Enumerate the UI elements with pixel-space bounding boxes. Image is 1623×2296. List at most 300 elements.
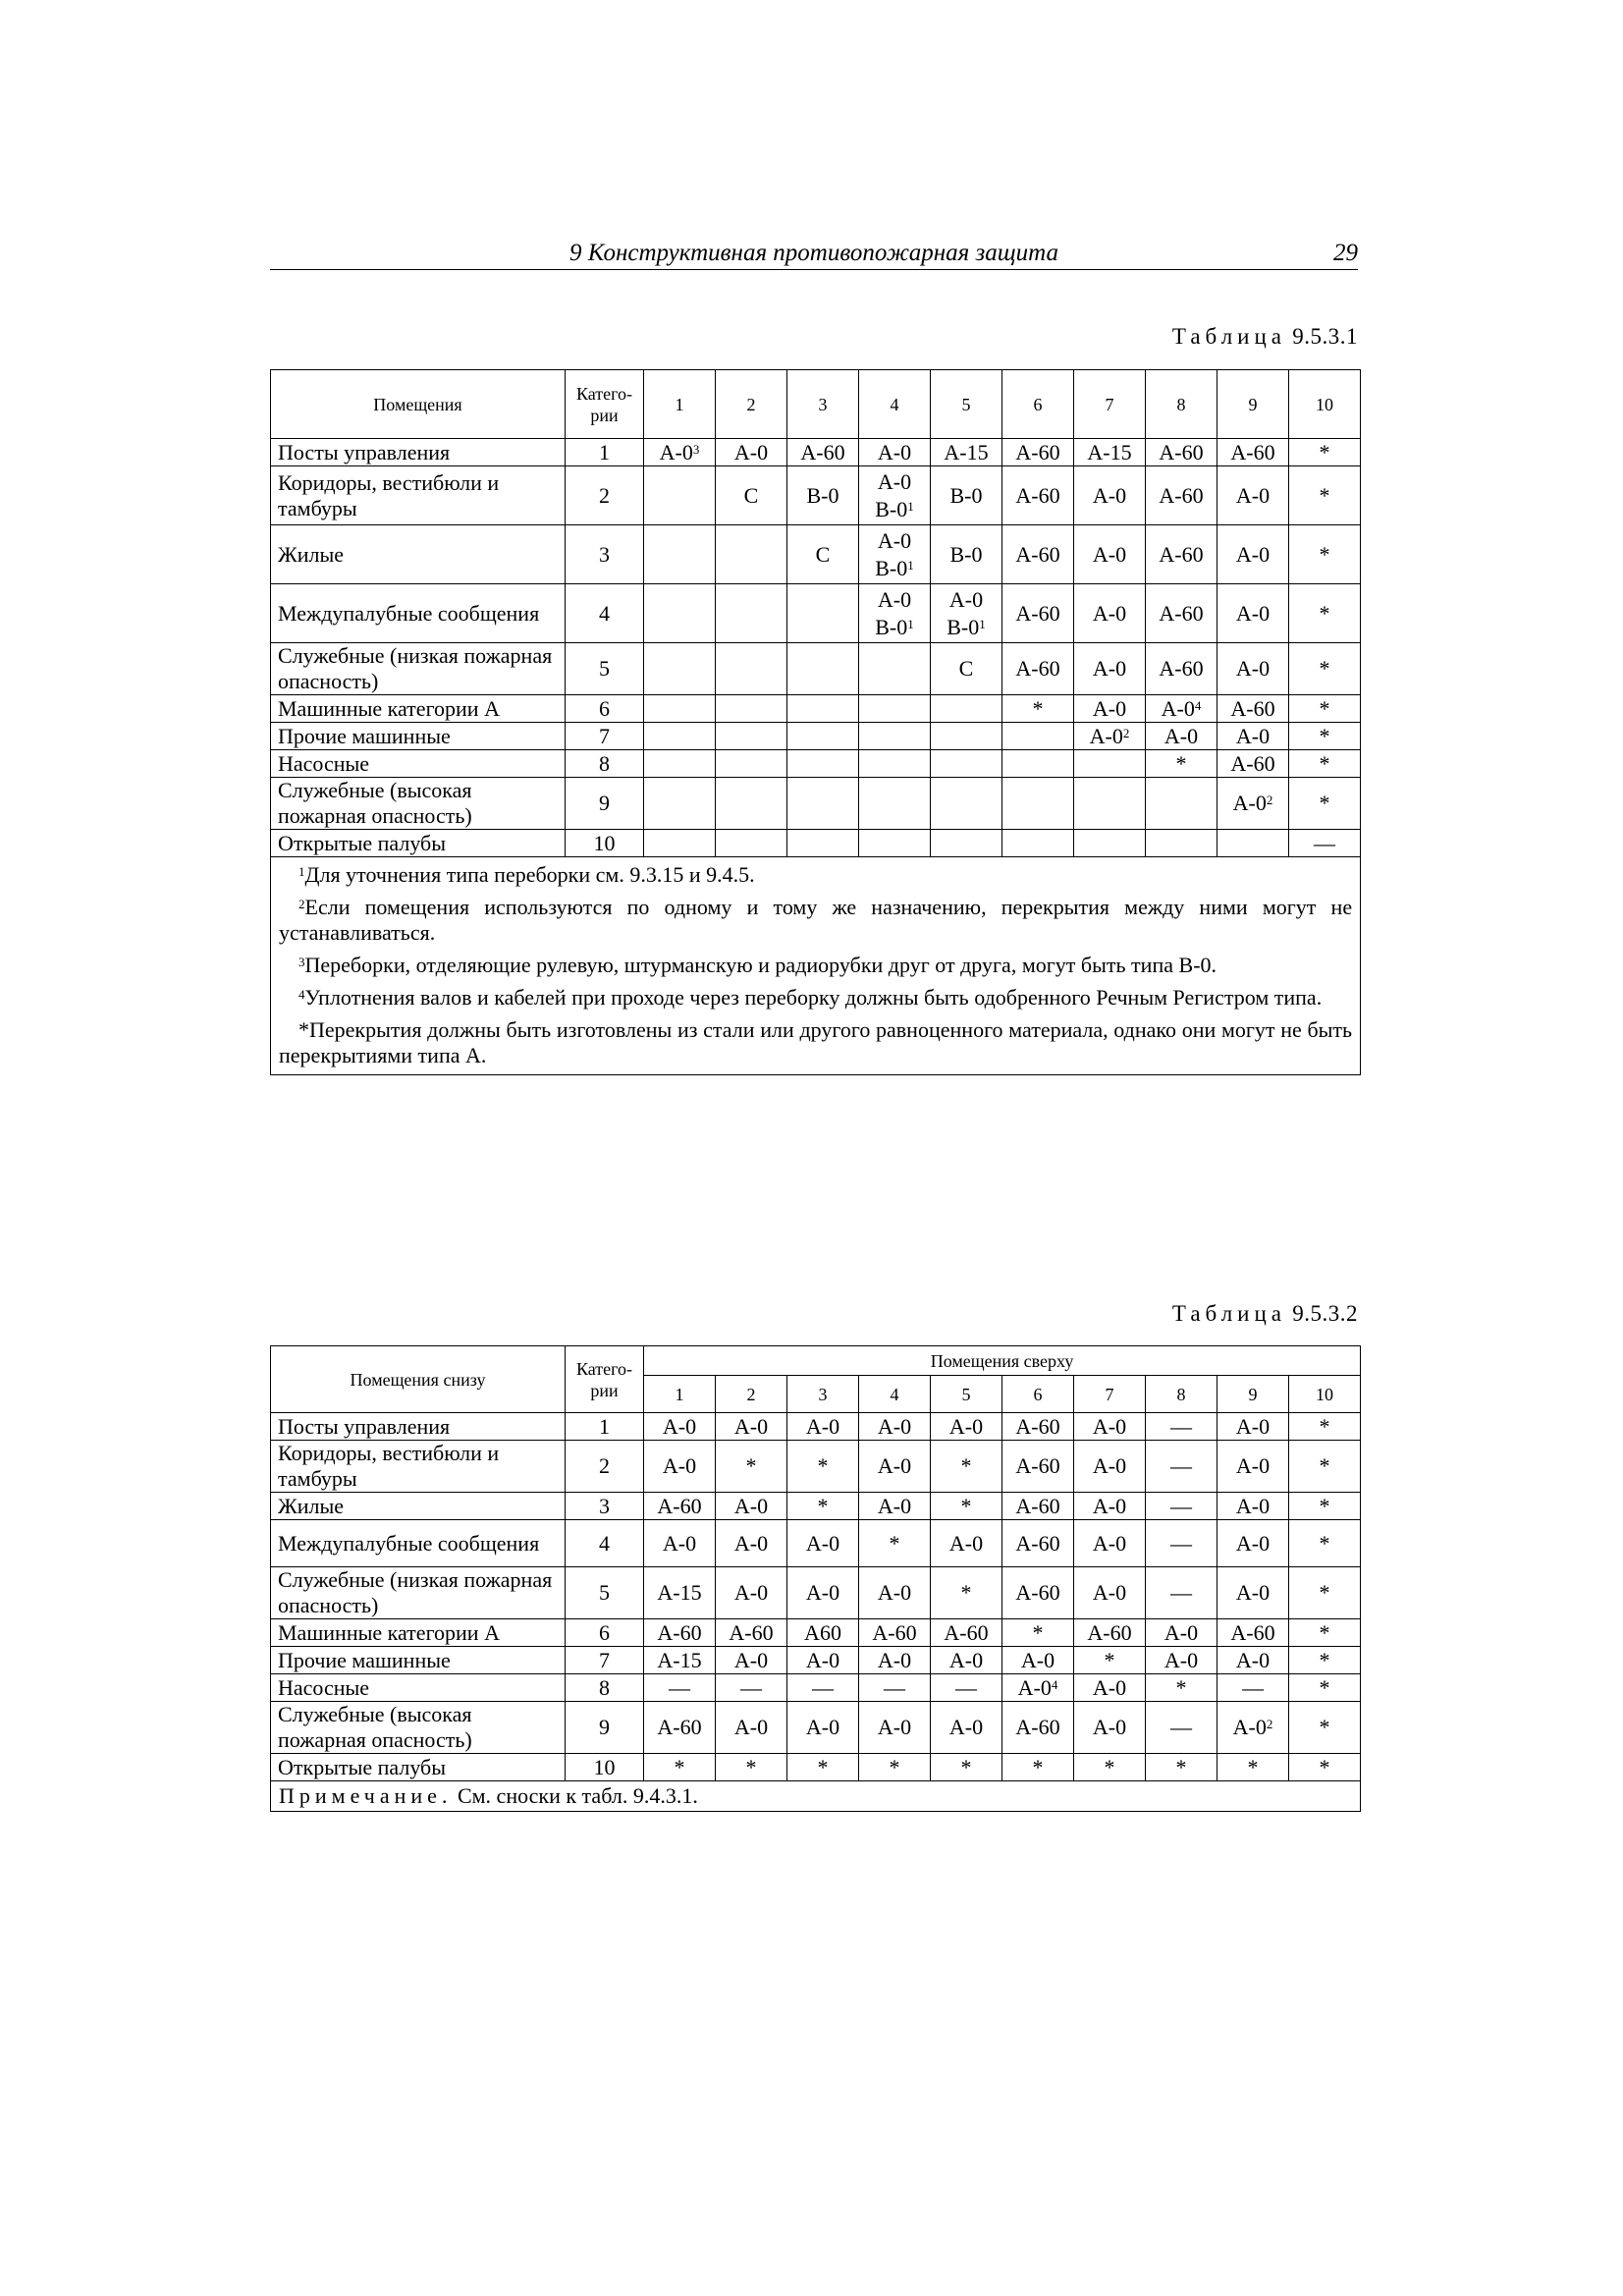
table-cell: A-0 — [644, 1413, 716, 1441]
table-cell: A-0 — [787, 1413, 859, 1441]
table-cell: A-0 — [1217, 1520, 1289, 1567]
table-cell: A-60 — [1002, 1702, 1074, 1754]
table-cell: A-0 — [644, 1441, 716, 1493]
col-header: 3 — [787, 1376, 859, 1413]
table-cell — [644, 830, 716, 857]
table-cell — [716, 750, 787, 778]
note-label: Примечание. — [279, 1783, 453, 1808]
row-category: 9 — [566, 1702, 644, 1754]
row-name: Коридоры, вестибюли и тамбуры — [271, 1441, 566, 1493]
cell-line: A-0 — [948, 586, 984, 612]
row-category: 4 — [566, 1520, 644, 1567]
table-cell: $A-0^4$ — [1002, 1674, 1074, 1702]
table-cell: A-0 — [1146, 723, 1217, 750]
row-category: 7 — [566, 1647, 644, 1674]
table-cell: A-0 — [1217, 1413, 1289, 1441]
table-cell: * — [1146, 1754, 1217, 1781]
table-cell — [787, 778, 859, 830]
table-cell — [644, 695, 716, 723]
table-cell: A-60 — [1002, 1567, 1074, 1619]
table-cell: * — [931, 1493, 1002, 1520]
row-name: Открытые палубы — [271, 1754, 566, 1781]
cell-line: A-0 — [877, 527, 912, 553]
col-header: 10 — [1289, 1376, 1361, 1413]
table-cell — [1146, 830, 1217, 857]
table-cell: A-0 — [716, 1493, 787, 1520]
row-name: Жилые — [271, 525, 566, 584]
col-header-rooms: Помещения — [271, 370, 566, 439]
table-cell: A-0 — [1074, 525, 1146, 584]
table-cell — [716, 723, 787, 750]
t2-row — [271, 1674, 1361, 1702]
table-cell: A-60 — [1002, 525, 1074, 584]
t1-row — [271, 695, 1361, 723]
table-cell: A-60 — [1002, 1493, 1074, 1520]
t1-row — [271, 723, 1361, 750]
table-cell: — — [644, 1674, 716, 1702]
table-cell — [644, 723, 716, 750]
table-cell: A-60 — [1217, 439, 1289, 466]
table-cell: $A-0^2$ — [1074, 723, 1146, 750]
table-cell: * — [1289, 1413, 1361, 1441]
table-cell — [859, 525, 931, 584]
row-name: Посты управления — [271, 1413, 566, 1441]
table-cell: A-15 — [1074, 439, 1146, 466]
table-cell: A-60 — [1217, 1619, 1289, 1647]
t2-row — [271, 1567, 1361, 1619]
page-number: 29 — [1333, 240, 1358, 266]
table-cell: A-0 — [931, 1647, 1002, 1674]
table-cell: * — [1002, 695, 1074, 723]
row-name: Посты управления — [271, 439, 566, 466]
table-cell: C — [787, 525, 859, 584]
table-cell: — — [1146, 1702, 1217, 1754]
row-category: 2 — [566, 466, 644, 525]
t2-row — [271, 1493, 1361, 1520]
row-category: 5 — [566, 1567, 644, 1619]
row-name: Машинные категории А — [271, 1619, 566, 1647]
row-name: Служебные (высокая пожарная опасность) — [271, 778, 566, 830]
table-cell: A-0 — [859, 1413, 931, 1441]
table-cell: * — [931, 1441, 1002, 1493]
table-cell: * — [1289, 584, 1361, 643]
col-header: 7 — [1074, 1376, 1146, 1413]
table-cell — [1074, 750, 1146, 778]
table-cell — [859, 584, 931, 643]
table-cell: A-0 — [859, 1567, 931, 1619]
table-cell — [644, 525, 716, 584]
col-header: 5 — [931, 1376, 1002, 1413]
footnote: $^1$Для уточнения типа переборки см. 9.3.15 и 9.4.5. — [298, 862, 755, 887]
table-cell: — — [931, 1674, 1002, 1702]
row-category: 5 — [566, 643, 644, 695]
table-cell: * — [1289, 750, 1361, 778]
row-category: 6 — [566, 695, 644, 723]
table-cell: * — [931, 1754, 1002, 1781]
col-header: 6 — [1002, 1376, 1074, 1413]
table-cell: A-60 — [1146, 584, 1217, 643]
table-cell: * — [1289, 1567, 1361, 1619]
col-header: 1 — [644, 1376, 716, 1413]
footnote: $^3$Переборки, отделяющие рулевую, штурманскую и радиорубки друг от друга, могут быть типа В-0. — [298, 953, 1217, 977]
table-cell: A-60 — [1002, 1441, 1074, 1493]
table-cell: A-0 — [716, 1567, 787, 1619]
table1-caption-word: Таблица — [1171, 324, 1286, 349]
table-cell: B-0 — [787, 466, 859, 525]
table-cell: A-0 — [1217, 525, 1289, 584]
table-cell: A-0 — [1074, 695, 1146, 723]
col-header-category: Катего-рии — [566, 1346, 644, 1413]
table-cell: A-60 — [1002, 466, 1074, 525]
table-cell: A-60 — [1002, 643, 1074, 695]
table-cell: — — [1146, 1493, 1217, 1520]
row-category: 1 — [566, 439, 644, 466]
table-cell: C — [716, 466, 787, 525]
row-name: Открытые палубы — [271, 830, 566, 857]
table-cell: * — [1289, 695, 1361, 723]
t1-row — [271, 584, 1361, 643]
table-cell: A-0 — [716, 439, 787, 466]
table-cell: A-15 — [931, 439, 1002, 466]
table-cell: A-0 — [859, 1702, 931, 1754]
t1-row — [271, 830, 1361, 857]
table1-caption-number: 9.5.3.1 — [1292, 324, 1358, 349]
table-cell — [716, 778, 787, 830]
table-cell: A-0 — [859, 1441, 931, 1493]
row-category: 3 — [566, 1493, 644, 1520]
table-cell — [644, 584, 716, 643]
table-cell: — — [859, 1674, 931, 1702]
row-name: Междупалубные сообщения — [271, 1520, 566, 1567]
table-cell: A-0 — [1074, 1567, 1146, 1619]
col-header-rooms-below: Помещения снизу — [271, 1346, 566, 1413]
col-header: 8 — [1146, 370, 1217, 439]
t1-row — [271, 525, 1361, 584]
table-cell — [1217, 830, 1289, 857]
table-cell: * — [1289, 1493, 1361, 1520]
table-cell: A-0 — [1074, 466, 1146, 525]
table-cell — [716, 643, 787, 695]
table-cell — [859, 723, 931, 750]
table-cell: — — [1217, 1674, 1289, 1702]
table-cell: A-0 — [644, 1520, 716, 1567]
col-header-rooms-above: Помещения сверху — [644, 1346, 1361, 1376]
table-cell — [1146, 778, 1217, 830]
table-cell: A-0 — [1074, 1413, 1146, 1441]
page-header — [270, 240, 1358, 270]
fire-bulkhead-table — [270, 369, 1361, 1075]
table-cell: $A-0^3$ — [644, 439, 716, 466]
row-category: 10 — [566, 1754, 644, 1781]
table-cell: A-60 — [644, 1619, 716, 1647]
footnote: *Перекрытия должны быть изготовлены из стали или другого равноценного материала, однако они могут не быть перекрытиями типа А. — [279, 1017, 1353, 1067]
t1-row — [271, 750, 1361, 778]
table-cell — [1002, 778, 1074, 830]
table-cell — [644, 643, 716, 695]
table-cell: * — [1146, 750, 1217, 778]
table-cell: * — [1002, 1619, 1074, 1647]
table-cell: A-60 — [1002, 439, 1074, 466]
table-cell — [716, 695, 787, 723]
col-header: 1 — [644, 370, 716, 439]
table-cell: A-60 — [787, 439, 859, 466]
table-cell: A-0 — [1217, 1441, 1289, 1493]
table-note — [271, 1781, 1361, 1812]
row-name: Прочие машинные — [271, 1647, 566, 1674]
table-cell — [859, 830, 931, 857]
table-cell: A-60 — [1002, 1413, 1074, 1441]
table-cell: A-0 — [859, 439, 931, 466]
row-category: 8 — [566, 1674, 644, 1702]
table-cell: A-0 — [1217, 643, 1289, 695]
table-cell: * — [1074, 1647, 1146, 1674]
table-cell: A-0 — [1074, 1520, 1146, 1567]
col-header: 6 — [1002, 370, 1074, 439]
row-name: Насосные — [271, 750, 566, 778]
table-cell: * — [931, 1567, 1002, 1619]
table-cell — [787, 695, 859, 723]
row-name: Служебные (низкая пожарная опасность) — [271, 1567, 566, 1619]
col-header: 2 — [716, 1376, 787, 1413]
table-cell: * — [1146, 1674, 1217, 1702]
t2-row — [271, 1754, 1361, 1781]
table-cell: A-0 — [1217, 1647, 1289, 1674]
fire-deck-table — [270, 1345, 1361, 1812]
table-cell: * — [1289, 723, 1361, 750]
table-cell: A-0 — [1074, 1493, 1146, 1520]
table-cell — [859, 643, 931, 695]
col-header: 2 — [716, 370, 787, 439]
row-category: 4 — [566, 584, 644, 643]
table-cell: A-0 — [1074, 1702, 1146, 1754]
table-cell: A-60 — [644, 1493, 716, 1520]
table2-caption-number: 9.5.3.2 — [1292, 1301, 1358, 1326]
row-category: 2 — [566, 1441, 644, 1493]
row-category: 7 — [566, 723, 644, 750]
t1-row — [271, 466, 1361, 525]
note-text: См. сноски к табл. 9.4.3.1. — [452, 1783, 698, 1808]
table1-caption — [1172, 324, 1358, 350]
table-cell: $A-0^4$ — [1146, 695, 1217, 723]
table-cell: * — [1289, 525, 1361, 584]
row-name: Коридоры, вестибюли и тамбуры — [271, 466, 566, 525]
row-category: 9 — [566, 778, 644, 830]
t1-row — [271, 643, 1361, 695]
table2-caption — [1172, 1301, 1358, 1327]
table-cell — [931, 723, 1002, 750]
col-header: 4 — [859, 370, 931, 439]
table-cell: — — [1146, 1413, 1217, 1441]
table-cell — [859, 778, 931, 830]
col-header: 8 — [1146, 1376, 1217, 1413]
t1-header-row — [271, 370, 1361, 439]
table-cell: — — [716, 1674, 787, 1702]
table-cell: * — [787, 1493, 859, 1520]
col-header: 5 — [931, 370, 1002, 439]
table-cell — [1074, 830, 1146, 857]
table-cell: A-0 — [1074, 643, 1146, 695]
table-cell: A-0 — [1074, 1674, 1146, 1702]
row-category: 1 — [566, 1413, 644, 1441]
table-cell: * — [1289, 1702, 1361, 1754]
col-header: 3 — [787, 370, 859, 439]
table-cell: A-60 — [1002, 584, 1074, 643]
row-name: Жилые — [271, 1493, 566, 1520]
table-cell: A-0 — [716, 1647, 787, 1674]
table2-caption-word: Таблица — [1171, 1301, 1286, 1326]
table-cell: A-0 — [787, 1520, 859, 1567]
table-cell — [931, 830, 1002, 857]
table-cell: * — [1289, 466, 1361, 525]
row-name: Междупалубные сообщения — [271, 584, 566, 643]
table-cell: * — [1074, 1754, 1146, 1781]
table-cell: A-60 — [1146, 643, 1217, 695]
col-header-category: Катего-рии — [566, 370, 644, 439]
table-cell: * — [1289, 1754, 1361, 1781]
table-cell: — — [1289, 830, 1361, 857]
table-cell: A-60 — [1217, 750, 1289, 778]
table-cell: — — [1146, 1567, 1217, 1619]
table-cell — [859, 466, 931, 525]
table-cell: A-0 — [1002, 1647, 1074, 1674]
table-cell: A-60 — [859, 1619, 931, 1647]
table-cell: * — [787, 1754, 859, 1781]
t1-row — [271, 778, 1361, 830]
table-cell: A-0 — [787, 1647, 859, 1674]
t1-footnotes-row — [271, 857, 1361, 1075]
cell-line: $B-0^1$ — [947, 614, 986, 639]
table-cell: A-0 — [787, 1702, 859, 1754]
table-cell — [787, 750, 859, 778]
table-cell: A-0 — [716, 1520, 787, 1567]
table-cell: A-0 — [859, 1493, 931, 1520]
t2-note-row — [271, 1781, 1361, 1812]
table-cell: * — [1002, 1754, 1074, 1781]
cell-line: $B-0^1$ — [875, 496, 914, 521]
table-cell: * — [787, 1441, 859, 1493]
table-cell — [787, 584, 859, 643]
table-cell: A-0 — [716, 1413, 787, 1441]
footnote: $^2$Если помещения используются по одному и тому же назначению, перекрытия между ними могут не устанавливаться. — [279, 895, 1353, 945]
table-cell: $A-0^2$ — [1217, 1702, 1289, 1754]
table-cell: A-0 — [1217, 723, 1289, 750]
table-cell: A-0 — [1074, 584, 1146, 643]
table-cell — [1074, 778, 1146, 830]
table-cell: A-0 — [1217, 466, 1289, 525]
table-cell — [1002, 750, 1074, 778]
table-cell: A-0 — [1217, 584, 1289, 643]
table-cell: A-60 — [931, 1619, 1002, 1647]
col-header: 9 — [1217, 1376, 1289, 1413]
table-cell: * — [1289, 643, 1361, 695]
table-cell: A-0 — [1146, 1647, 1217, 1674]
t2-row — [271, 1619, 1361, 1647]
table-cell: * — [1289, 1619, 1361, 1647]
table-cell: A-0 — [1146, 1619, 1217, 1647]
running-title: 9 Конструктивная противопожарная защита — [569, 240, 1058, 266]
table-cell — [644, 750, 716, 778]
table-cell — [931, 695, 1002, 723]
table-cell: A-0 — [1217, 1493, 1289, 1520]
table-cell: A-60 — [1146, 525, 1217, 584]
table-cell — [644, 466, 716, 525]
row-category: 6 — [566, 1619, 644, 1647]
table-cell — [931, 750, 1002, 778]
table-cell: * — [1289, 439, 1361, 466]
table-cell: A-60 — [716, 1619, 787, 1647]
table-cell: A60 — [787, 1619, 859, 1647]
row-category: 10 — [566, 830, 644, 857]
table-cell: * — [1289, 1674, 1361, 1702]
table-cell: A-0 — [931, 1520, 1002, 1567]
table-cell: * — [716, 1754, 787, 1781]
table-cell: A-0 — [931, 1413, 1002, 1441]
table-cell — [859, 695, 931, 723]
table-cell: * — [1289, 1647, 1361, 1674]
table-cell: * — [1289, 778, 1361, 830]
table-cell: $A-0^2$ — [1217, 778, 1289, 830]
table-cell — [1002, 723, 1074, 750]
table-cell: * — [859, 1520, 931, 1567]
table-cell: A-60 — [644, 1702, 716, 1754]
table-cell: B-0 — [931, 525, 1002, 584]
table-cell — [644, 778, 716, 830]
table-cell: A-0 — [859, 1647, 931, 1674]
table-cell: A-60 — [1146, 466, 1217, 525]
t2-header-row — [271, 1346, 1361, 1376]
table-cell — [716, 830, 787, 857]
col-header: 4 — [859, 1376, 931, 1413]
table-cell: A-60 — [1074, 1619, 1146, 1647]
col-header: 10 — [1289, 370, 1361, 439]
table-cell: * — [1289, 1441, 1361, 1493]
t2-row — [271, 1441, 1361, 1493]
t2-row — [271, 1702, 1361, 1754]
table-cell: — — [787, 1674, 859, 1702]
row-category: 3 — [566, 525, 644, 584]
table-cell: — — [1146, 1520, 1217, 1567]
table-cell — [716, 525, 787, 584]
row-name: Служебные (высокая пожарная опасность) — [271, 1702, 566, 1754]
t2-row — [271, 1413, 1361, 1441]
table-cell: A-0 — [1217, 1567, 1289, 1619]
table-cell: A-15 — [644, 1567, 716, 1619]
t1-row — [271, 439, 1361, 466]
row-name: Машинные категории А — [271, 695, 566, 723]
cell-line: A-0 — [877, 468, 912, 494]
table-cell: B-0 — [931, 466, 1002, 525]
col-header: 7 — [1074, 370, 1146, 439]
row-name: Служебные (низкая пожарная опасность) — [271, 643, 566, 695]
table-cell: * — [859, 1754, 931, 1781]
table-cell: A-0 — [931, 1702, 1002, 1754]
cell-line: $B-0^1$ — [875, 555, 914, 580]
row-name: Прочие машинные — [271, 723, 566, 750]
table-cell: C — [931, 643, 1002, 695]
t2-row — [271, 1647, 1361, 1674]
table-cell — [931, 778, 1002, 830]
footnotes — [271, 857, 1361, 1075]
table-cell: A-0 — [787, 1567, 859, 1619]
footnote: $^4$Уплотнения валов и кабелей при проходе через переборку должны быть одобренного Речным Регистром типа. — [298, 985, 1323, 1010]
table-cell — [787, 643, 859, 695]
cell-line: $B-0^1$ — [875, 614, 914, 639]
table-cell: — — [1146, 1441, 1217, 1493]
table-cell: * — [644, 1754, 716, 1781]
cell-line: A-0 — [877, 586, 912, 612]
table-cell — [716, 584, 787, 643]
row-name: Насосные — [271, 1674, 566, 1702]
